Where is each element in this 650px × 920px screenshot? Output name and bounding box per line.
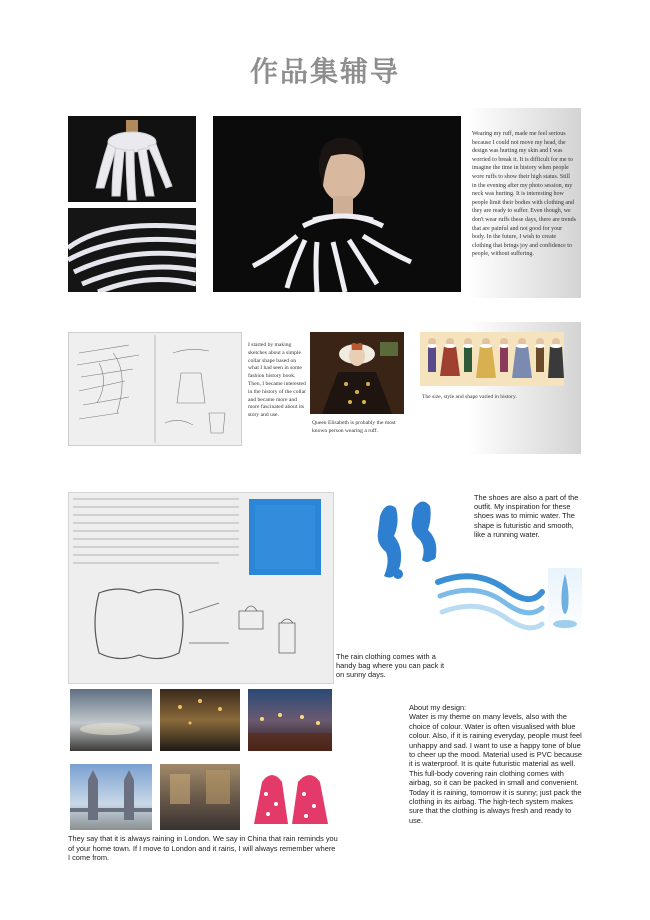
- model-wearing-ruff-photo: [213, 116, 461, 292]
- tower-bridge-photo: [70, 764, 152, 830]
- london-rain-text: They say that it is always raining in London. We say in China that rain reminds you of your home town. If I move to London and it rains, I will always remember where I come from.: [68, 834, 338, 863]
- sketch-story-text: I started by making sketches about a simple collar shape based on what I had seen in some fashion history book. Then, I became interested in the history of the collar and became more and more fascinated about its story and use.: [248, 342, 306, 419]
- design-description-text: About my design: Water is my theme on many levels, also with the choice of colour. Water is often visualised with blue colour. Also, if it is raining everyday, people must feel unhappy and sad. I want to use a happy tone of blue to cheer up the mood. Material used is PVC because it is waterproof. It is quite futuristic material as well. This full-body covering rain clothing comes with airbag, so it can be packed in small and convenient. Today it is raining, tomorrow it is sunny; just pack the clothing in its airbag. The high-tech system makes sure that the clothing is always fresh and ready to use.: [409, 703, 582, 825]
- rain-clothing-sketch-sheet: [68, 492, 334, 684]
- rainy-square-photo: [160, 764, 240, 830]
- history-caption: The size, style and shape varied in history.: [422, 394, 517, 400]
- ruff-reflection-text: Wearing my ruff, made me feel serious because I could not move my head, the design was hurting my skin and I was worried to break it. It is difficult for me to imagine the time in history when people wore ruffs to show their high status. Still in the evening after my photo session, my neck was hurting. It is interesting how people limit their bodies with clothing and they are ready to suffer. Even though, we don't wear ruffs these days, there are trends that are painful and not good for your body. In the future, I wish to create clothing that brings joy and confidence to people, without suffering.: [472, 131, 576, 258]
- rainy-street-photo: [70, 689, 152, 751]
- ruff-mannequin-photo: [68, 116, 196, 202]
- queen-caption: Queen Elisabeth is probably the most known person wearing a ruff.: [312, 420, 396, 434]
- queen-elisabeth-portrait: [310, 332, 404, 414]
- london-street-lights-photo: [248, 689, 332, 751]
- pink-rain-clothing-photo: [248, 764, 332, 830]
- water-splash-image: [548, 568, 582, 636]
- ruff-closeup-photo: [68, 208, 196, 292]
- collar-sketchbook-photo: [68, 332, 242, 446]
- shoes-description-text: The shoes are also a part of the outfit. My inspiration for these shoes was to mimic water. The shape is futuristic and smooth, like a running water.: [474, 493, 579, 539]
- rain-bag-text: The rain clothing comes with a handy bag where you can pack it on sunny days.: [336, 652, 445, 680]
- page-title: 作品集辅导: [249, 55, 400, 88]
- water-wave-image: [434, 568, 546, 634]
- rain-city-night-photo: [160, 689, 240, 751]
- historical-costumes-illustration: [420, 332, 564, 386]
